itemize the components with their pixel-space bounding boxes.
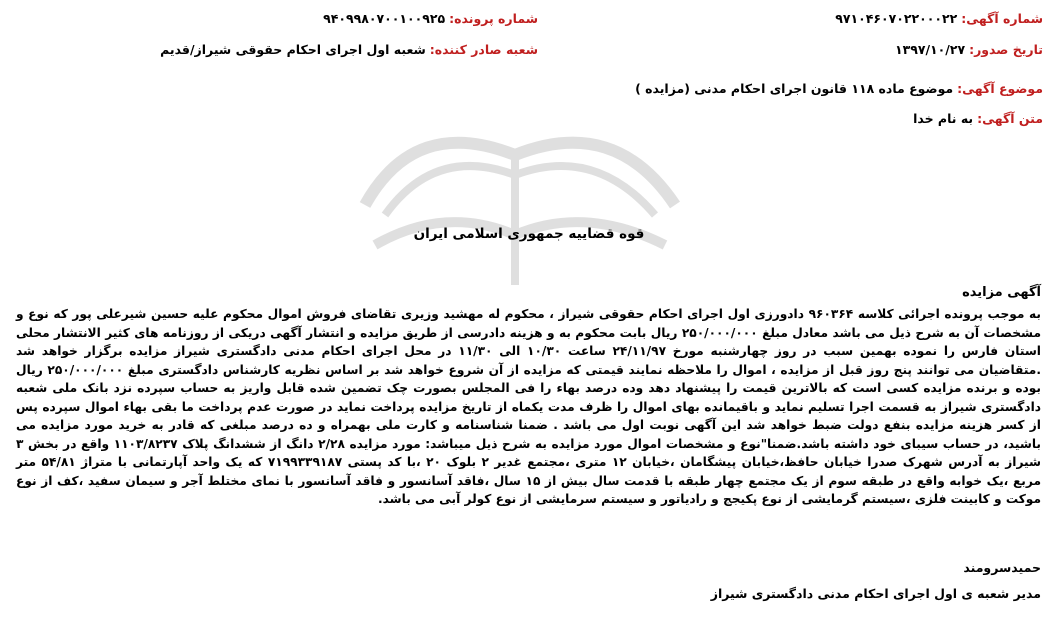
ad-number — [835, 11, 1043, 26]
issue-date-label: تاریخ صدور: — [969, 42, 1043, 57]
case-number — [323, 11, 538, 26]
ad-text-heading — [913, 111, 1043, 126]
ad-number-label: شماره آگهی: — [961, 11, 1043, 26]
book-watermark-icon — [355, 95, 685, 295]
authority-heading: قوه قضاییه جمهوری اسلامی ایران — [413, 226, 645, 242]
ad-number-value: ۹۷۱۰۴۶۰۷۰۲۲۰۰۰۲۲ — [835, 11, 958, 26]
ad-text-value: به نام خدا — [913, 111, 974, 126]
signatory-title: مدیر شعبه ی اول اجرای احکام مدنی دادگستری شیراز — [710, 586, 1041, 601]
notice-body: به موجب پرونده اجرائی کلاسه ۹۶۰۳۶۴ دادورزی اول اجرای احکام حقوقی شیراز ، محکوم له مهشید وزیری تقاضای فروش اموال محکوم علیه حسین شیرعلی پور که نوع و مشخصات آن به شرح ذیل می باشد معادل مبلغ ۲۵۰/۰۰۰/۰۰۰ ریال بابت محکوم به و هزینه دادرسی از طریق مزایده و انتشار آگهی دریکی از روزنامه های کثیر الانتشار محلی استان فارس را نموده بهمین سبب در روز چهارشنبه مورخ ۲۴/۱۱/۹۷ ساعت ۱۰/۳۰ الی ۱۱/۳۰ در محل اجرای احکام مدنی دادگستری شیراز مزایده برگزار خواهد شد .متقاضیان می توانند پنج روز قبل از مزایده ، اموال را ملاحظه نمایند قیمتی که مزایده از آن شروع خواهد شد بر اساس نظریه کارشناس دادگستری مبلغ ۲۵۰/۰۰۰/۰۰۰ ریال بوده و برنده مزایده کسی است که بالاترین قیمت را پیشنهاد دهد وده درصد بهاء را فی المجلس بصورت چک تضمین شده قابل واریز به حساب سپرده نزد بانک ملی شعبه دادگستری شیراز به قسمت اجرا تسلیم نماید و باقیمانده بهای اموال را ظرف مدت یکماه از تاریخ مزایده پرداخت نماید در صورت عدم پرداخت ما بقی بهاء اموال سپرده پس از کسر هزینه مزایده بنفع دولت ضبط خواهد شد این آگهی نوبت اول می باشد . ضمنا شناسنامه و کارت ملی بهمراه و ده درصد مبلغی که قادر به خرید مورد مزایده می باشید، در حساب سیبای خود داشته باشد.ضمنا"نوع و مشخصات اموال مورد مزایده به شرح ذیل میباشد: مورد مزایده ۲/۲۸ دانگ از ششدانگ پلاک ۱۱۰۳/۸۲۳۷ واقع در بخش ۳ شیراز به آدرس شهرک صدرا خیابان حافظ،خیابان پیشگامان ،خیابان ۱۲ متری ،مجتمع غدیر ۲ بلوک ۲۰ ،با کد پستی ۷۱۹۹۳۳۹۱۸۷ که یک واحد آپارتمانی با متراژ ۵۴/۸۱ متر مربع ،یک خوابه واقع در طبقه سوم از یک مجتمع چهار طبقه با قدمت سال بیش از ۱۵ سال ،فاقد آسانسور و فاقد آسانسور با نمای مختلط آجر و سیمان سفید ،کف از نوع موکت و کابینت فلزی ،سیستم گرمایشی از نوع پکیجج و رادیاتور و سیستم سرمایشی از نوع کولر آبی می باشد. — [16, 307, 1042, 506]
issue-date — [895, 42, 1043, 57]
ad-text-label: متن آگهی: — [977, 111, 1043, 126]
case-number-label: شماره پرونده: — [449, 11, 538, 26]
issuing-branch-label: شعبه صادر کننده: — [429, 42, 538, 57]
ad-subject — [635, 81, 1043, 96]
issuing-branch-value: شعبه اول اجرای احکام حقوقی شیراز/قدیم — [160, 42, 426, 57]
signatory-name: حمیدسرومند — [963, 560, 1041, 575]
ad-subject-label: موضوع آگهی: — [957, 81, 1043, 96]
watermark-emblem — [355, 95, 685, 295]
case-number-value: ۹۴۰۹۹۸۰۷۰۰۱۰۰۹۲۵ — [323, 11, 446, 26]
auction-notice-title: آگهی مزایده — [962, 285, 1041, 300]
issuing-branch — [160, 42, 538, 57]
ad-subject-value: موضوع ماده ۱۱۸ قانون اجرای احکام مدنی (مزایده ) — [635, 81, 954, 96]
issue-date-value: ۱۳۹۷/۱۰/۲۷ — [894, 42, 966, 57]
